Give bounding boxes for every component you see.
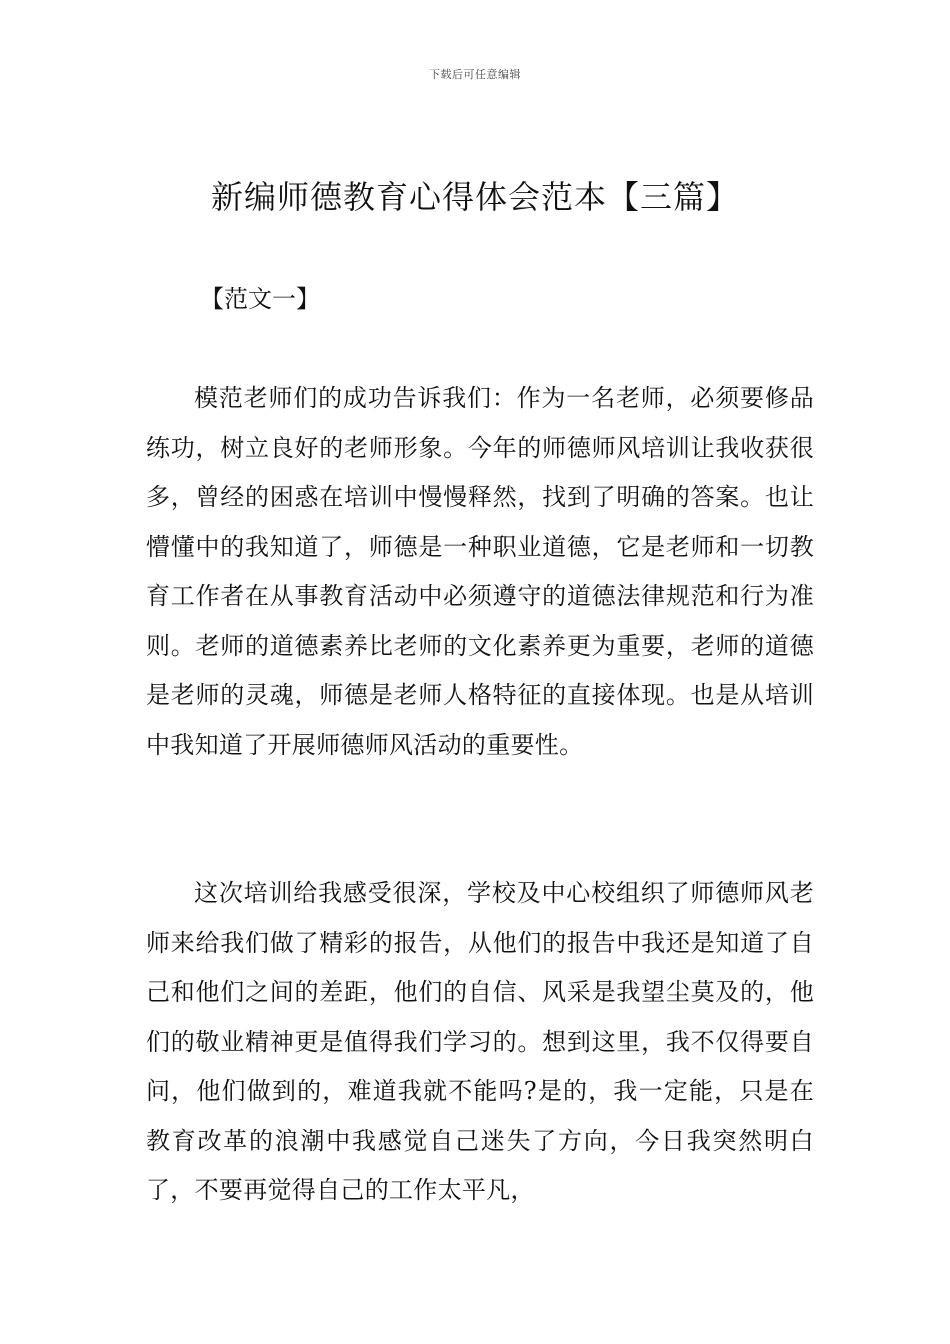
document-title: 新编师德教育心得体会范本【三篇】 bbox=[210, 178, 739, 216]
paragraph-2: 这次培训给我感受很深，学校及中心校组织了师德师风老师来给我们做了精彩的报告，从他们的报告中我还是知道了自己和他们之间的差距，他们的自信、风采是我望尘莫及的，他们的敬业精神更是值得我们学习的。想到这里，我不仅得要自问，他们做到的，难道我就不能吗?是的，我一定能，只是在教育改革的浪潮中我感觉自己迷失了方向，今日我突然明白了，不要再觉得自己的工作太平凡， bbox=[146, 879, 814, 1204]
paragraph-1: 模范老师们的成功告诉我们：作为一名老师，必须要修品练功，树立良好的老师形象。今年的师德师风培训让我收获很多，曾经的困惑在培训中慢慢释然，找到了明确的答案。也让懵懂中的我知道了，师德是一种职业道德，它是老师和一切教育工作者在从事教育活动中必须遵守的道德法律规范和行为准则。老师的道德素养比老师的文化素养更为重要，老师的道德是老师的灵魂，师德是老师人格特征的直接体现。也是从培训中我知道了开展师德师风活动的重要性。 bbox=[146, 384, 814, 759]
section-label: 【范文一】 bbox=[200, 285, 320, 313]
header-note: 下载后可任意编辑 bbox=[429, 68, 521, 81]
